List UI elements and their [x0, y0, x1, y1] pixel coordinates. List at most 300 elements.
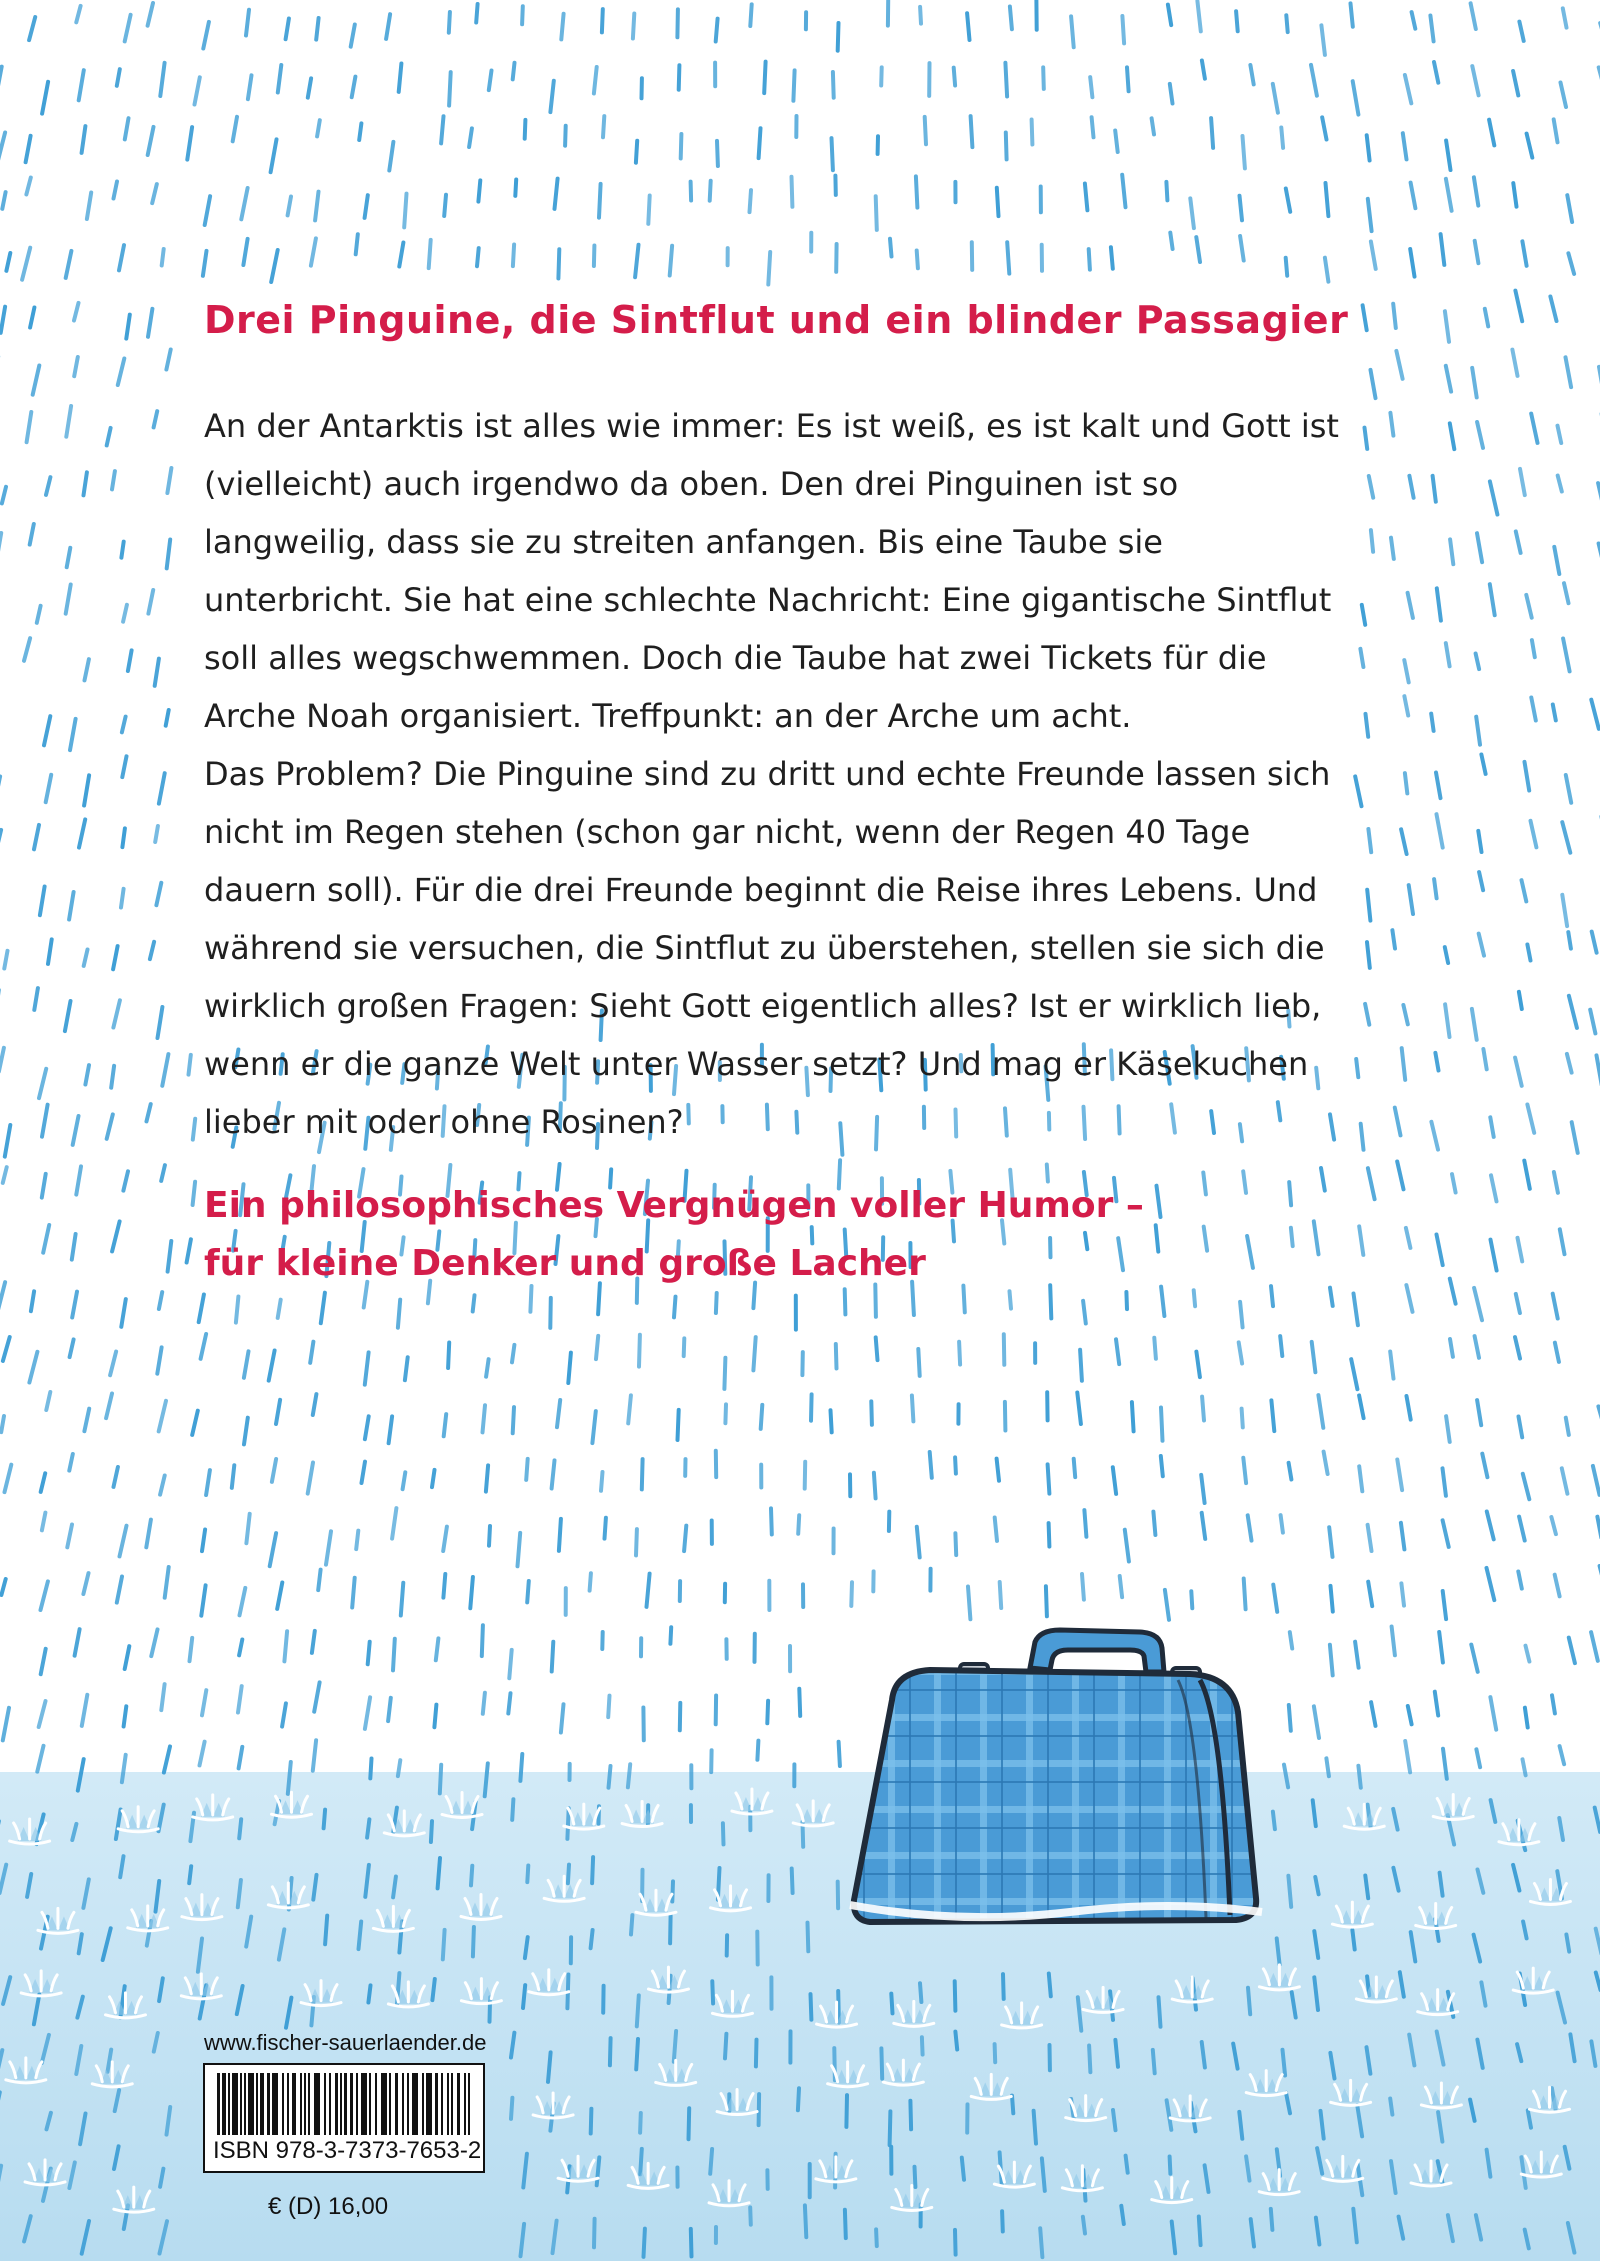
raindrop: [1412, 12, 1416, 29]
raindrop: [239, 1640, 242, 1656]
raindrop: [39, 1701, 46, 1727]
raindrop: [160, 1476, 165, 1495]
raindrop: [1527, 945, 1530, 961]
raindrop: [1043, 67, 1044, 89]
raindrop: [1248, 1988, 1250, 2015]
raindrop: [1437, 1235, 1443, 1266]
barcode-bar: [468, 2073, 470, 2135]
raindrop: [1286, 189, 1290, 212]
raindrop: [603, 116, 604, 137]
raindrop: [160, 63, 164, 96]
raindrop: [1450, 1339, 1453, 1357]
raindrop: [1368, 199, 1372, 231]
raindrop: [1523, 1474, 1530, 1499]
barcode-bar: [407, 2073, 409, 2135]
raindrop: [308, 1463, 313, 1494]
raindrop: [269, 1351, 275, 1381]
raindrop: [971, 116, 973, 147]
raindrop: [6, 253, 10, 271]
raindrop: [1250, 65, 1253, 84]
raindrop: [0, 133, 5, 163]
raindrop: [1450, 1279, 1456, 1304]
raindrop: [674, 1297, 676, 1318]
raindrop: [1445, 311, 1449, 342]
raindrop: [157, 1347, 161, 1373]
raindrop: [759, 2094, 760, 2125]
raindrop: [87, 193, 91, 220]
raindrop: [1443, 1468, 1446, 1496]
raindrop: [1591, 1632, 1598, 1661]
raindrop: [1561, 83, 1567, 108]
raindrop: [470, 1577, 473, 1608]
raindrop: [750, 190, 752, 212]
raindrop: [759, 128, 761, 158]
raindrop: [1396, 351, 1402, 379]
raindrop: [1479, 934, 1484, 956]
raindrop: [1562, 1468, 1568, 1493]
raindrop: [1358, 1766, 1360, 1788]
raindrop: [1089, 2046, 1090, 2073]
publisher-website[interactable]: www.fischer-sauerlaender.de: [204, 2030, 487, 2055]
raindrop: [432, 1979, 434, 2000]
raindrop: [42, 82, 48, 114]
barcode-bar: [361, 2073, 367, 2135]
raindrop: [1000, 1582, 1002, 1608]
raindrop: [1240, 236, 1244, 261]
raindrop: [162, 1054, 168, 1086]
raindrop: [1354, 1294, 1358, 1326]
raindrop: [114, 1467, 118, 1487]
raindrop: [1477, 422, 1483, 448]
raindrop: [67, 1525, 72, 1548]
raindrop: [1281, 128, 1283, 148]
raindrop: [1569, 996, 1577, 1028]
raindrop: [1474, 1288, 1482, 1320]
raindrop: [321, 1293, 325, 1324]
raindrop: [644, 2229, 645, 2257]
raindrop: [710, 181, 711, 201]
raindrop: [393, 1639, 395, 1671]
raindrop: [599, 184, 601, 218]
raindrop: [1321, 25, 1325, 55]
raindrop: [398, 1300, 400, 1328]
raindrop: [113, 1000, 120, 1027]
raindrop: [147, 1104, 151, 1121]
raindrop: [567, 1808, 568, 1839]
raindrop: [3, 1337, 10, 1361]
raindrop: [244, 1418, 248, 1445]
raindrop: [352, 1578, 355, 1608]
barcode-bar: [426, 2073, 432, 2135]
raindrop: [1562, 895, 1567, 926]
raindrop: [1281, 1515, 1283, 1533]
raindrop: [1089, 249, 1090, 270]
raindrop: [1515, 1337, 1520, 1358]
raindrop: [1434, 879, 1437, 898]
raindrop: [1161, 1456, 1163, 1476]
raindrop: [511, 2098, 512, 2119]
raindrop: [317, 120, 320, 136]
raindrop: [240, 1588, 246, 1615]
raindrop: [637, 1995, 639, 2026]
raindrop: [473, 1295, 475, 1311]
raindrop: [154, 411, 158, 427]
raindrop: [1471, 1645, 1477, 1672]
raindrop: [1409, 476, 1413, 498]
barcode-bar: [356, 2073, 358, 2135]
raindrop: [1519, 1417, 1523, 1438]
raindrop: [1161, 1408, 1163, 1441]
raindrop: [483, 1693, 485, 1714]
raindrop: [610, 2038, 611, 2065]
raindrop: [1314, 1706, 1319, 1738]
raindrop: [1271, 2209, 1273, 2230]
raindrop: [1122, 16, 1124, 43]
raindrop: [1566, 775, 1571, 803]
raindrop: [41, 1581, 48, 1610]
raindrop: [1567, 1054, 1572, 1073]
raindrop: [513, 1407, 514, 1433]
raindrop: [239, 1747, 243, 1769]
raindrop: [1326, 1758, 1329, 1776]
raindrop: [1403, 1005, 1407, 1024]
raindrop: [1197, 1, 1200, 32]
raindrop: [123, 1171, 128, 1190]
raindrop: [393, 1877, 396, 1898]
raindrop: [1392, 930, 1395, 948]
raindrop: [34, 988, 38, 1010]
raindrop: [123, 605, 127, 622]
raindrop: [527, 1866, 528, 1883]
raindrop: [27, 412, 32, 442]
raindrop: [689, 2108, 690, 2139]
raindrop: [1597, 1055, 1600, 1085]
raindrop: [4, 951, 7, 969]
barcode-bar: [412, 2073, 418, 2135]
headline: Drei Pinguine, die Sintflut und ein blinder Passagier: [204, 298, 1349, 342]
raindrop: [201, 1334, 207, 1359]
raindrop: [82, 126, 86, 153]
raindrop: [238, 1686, 242, 1712]
raindrop: [5, 1125, 11, 1157]
raindrop: [559, 1519, 561, 1551]
raindrop: [561, 1704, 564, 1732]
barcode-bar: [304, 2073, 306, 2135]
raindrop: [1431, 1122, 1438, 1150]
raindrop: [111, 1066, 114, 1088]
raindrop: [1527, 134, 1533, 158]
raindrop: [24, 638, 30, 661]
raindrop: [1049, 1974, 1051, 1997]
raindrop: [764, 62, 765, 94]
raindrop: [881, 67, 882, 85]
raindrop: [811, 1994, 812, 2020]
raindrop: [527, 1581, 529, 1602]
raindrop: [1355, 776, 1361, 806]
raindrop: [1351, 3, 1353, 26]
raindrop: [276, 1400, 280, 1424]
raindrop: [876, 2229, 877, 2246]
raindrop: [1519, 22, 1523, 41]
raindrop: [126, 315, 130, 339]
raindrop: [26, 178, 30, 195]
raindrop: [118, 359, 125, 386]
raindrop: [602, 9, 603, 32]
raindrop: [605, 1518, 606, 1539]
raindrop: [1007, 242, 1009, 273]
raindrop: [1325, 258, 1329, 282]
raindrop: [1352, 1930, 1354, 1949]
raindrop: [122, 717, 126, 733]
raindrop: [121, 542, 123, 558]
raindrop: [1367, 890, 1370, 921]
raindrop: [838, 23, 839, 51]
raindrop: [155, 659, 159, 686]
raindrop: [1516, 531, 1521, 553]
raindrop: [1526, 1646, 1530, 1662]
raindrop: [43, 1225, 49, 1253]
raindrop: [1566, 1418, 1569, 1435]
raindrop: [1481, 755, 1485, 774]
raindrop: [845, 1289, 846, 1314]
raindrop: [1390, 413, 1393, 436]
raindrop: [871, 1401, 872, 1424]
raindrop: [1552, 1695, 1555, 1713]
raindrop: [1482, 1454, 1487, 1478]
raindrop: [670, 1916, 671, 1944]
raindrop: [277, 1583, 282, 1609]
raindrop: [1116, 1339, 1119, 1364]
raindrop: [916, 176, 918, 207]
raindrop: [1490, 1697, 1496, 1730]
raindrop: [915, 2167, 916, 2187]
raindrop: [1211, 118, 1213, 148]
raindrop: [1433, 476, 1436, 502]
raindrop: [271, 250, 278, 282]
raindrop: [1083, 2217, 1085, 2234]
raindrop: [955, 1981, 956, 2011]
raindrop: [512, 1799, 513, 1820]
raindrop: [239, 1819, 241, 1838]
raindrop: [1371, 370, 1376, 398]
raindrop: [876, 1337, 878, 1360]
raindrop: [1201, 1475, 1204, 1503]
raindrop: [1326, 183, 1329, 216]
raindrop: [1560, 1746, 1565, 1764]
raindrop: [278, 65, 282, 93]
raindrop: [1005, 63, 1007, 97]
raindrop: [1445, 1004, 1449, 1037]
raindrop: [1435, 1692, 1438, 1716]
raindrop: [398, 1760, 400, 1776]
barcode-bar: [256, 2073, 258, 2135]
raindrop: [808, 1923, 809, 1952]
raindrop: [5, 1465, 12, 1492]
raindrop: [311, 238, 316, 265]
raindrop: [710, 2149, 712, 2174]
raindrop: [1405, 1741, 1410, 1772]
raindrop: [246, 1514, 249, 1543]
raindrop: [1551, 1517, 1556, 1534]
raindrop: [403, 1472, 406, 1489]
raindrop: [679, 65, 680, 89]
barcode-bar: [335, 2073, 338, 2135]
raindrop: [39, 1069, 46, 1098]
raindrop: [324, 1810, 326, 1829]
raindrop: [1562, 822, 1570, 853]
raindrop: [678, 1410, 679, 1440]
raindrop: [684, 1338, 685, 1356]
raindrop: [148, 309, 152, 337]
raindrop: [1476, 654, 1480, 670]
raindrop: [84, 472, 87, 495]
raindrop: [1531, 698, 1536, 721]
raindrop: [167, 468, 171, 493]
raindrop: [367, 1819, 369, 1837]
raindrop: [1563, 8, 1567, 27]
raindrop: [846, 2095, 847, 2127]
raindrop: [910, 2101, 911, 2130]
raindrop: [968, 1587, 970, 1620]
raindrop: [1115, 131, 1118, 153]
raindrop: [165, 1567, 169, 1598]
raindrop: [918, 1349, 919, 1376]
raindrop: [550, 1298, 551, 1328]
raindrop: [389, 1416, 393, 1443]
raindrop: [66, 585, 71, 614]
raindrop: [308, 78, 311, 97]
raindrop: [1280, 1336, 1282, 1356]
raindrop: [106, 1394, 112, 1419]
raindrop: [1365, 428, 1368, 449]
raindrop: [1153, 1512, 1155, 1535]
raindrop: [1550, 297, 1556, 322]
raindrop: [3, 1708, 9, 1741]
raindrop: [271, 139, 277, 172]
raindrop: [1405, 75, 1411, 103]
raindrop: [558, 249, 559, 278]
raindrop: [1407, 1396, 1411, 1420]
raindrop: [159, 1292, 162, 1309]
raindrop: [365, 1697, 370, 1729]
raindrop: [811, 1394, 812, 1420]
raindrop: [995, 1518, 997, 1541]
raindrop: [955, 1533, 956, 1555]
raindrop: [1408, 1706, 1412, 1724]
raindrop: [107, 428, 111, 446]
raindrop: [1362, 605, 1365, 625]
barcode-bar: [340, 2073, 342, 2135]
raindrop: [122, 828, 125, 847]
raindrop: [33, 366, 40, 395]
raindrop: [681, 134, 682, 159]
raindrop: [206, 1470, 210, 1495]
raindrop: [955, 1457, 956, 1473]
barcode-bar: [447, 2073, 449, 2135]
raindrop: [48, 939, 52, 964]
raindrop: [31, 1291, 34, 1311]
raindrop: [148, 127, 154, 155]
raindrop: [356, 234, 358, 254]
raindrop: [1125, 1530, 1129, 1562]
raindrop: [1048, 1464, 1050, 1493]
raindrop: [1080, 1350, 1082, 1381]
raindrop: [798, 2088, 799, 2110]
raindrop: [917, 251, 918, 269]
raindrop: [1152, 118, 1154, 134]
raindrop: [1525, 1708, 1528, 1728]
raindrop: [1531, 821, 1537, 848]
raindrop: [955, 2230, 956, 2255]
raindrop: [1273, 1585, 1277, 1612]
raindrop: [1483, 1049, 1486, 1069]
suitcase-handle: [1030, 1630, 1164, 1672]
raindrop: [232, 1465, 235, 1488]
raindrop: [925, 117, 926, 144]
raindrop: [441, 116, 443, 143]
raindrop: [286, 19, 289, 40]
raindrop: [1115, 2040, 1118, 2067]
raindrop: [890, 239, 892, 257]
raindrop: [1365, 1004, 1369, 1025]
raindrop: [523, 1985, 525, 2008]
raindrop: [282, 1703, 286, 1726]
raindrop: [84, 1409, 89, 1432]
barcode-bar: [248, 2073, 254, 2135]
raindrop: [83, 1573, 88, 1594]
raindrop: [29, 1352, 37, 1383]
blurb-paragraph: An der Antarktis ist alles wie immer: Es ist weiß, es ist kalt und Gott ist (vielleicht) auch irgendwo da oben. Den drei Pinguinen ist so langweilig, dass sie zu streiten anfangen. Bis eine Taube sie unterbricht. Sie hat eine schlechte Nachricht: Eine gigantische Sintflut soll alles wegschwemmen. Doch die Taube hat zwei Tickets für die Arche Noah organisiert. Treffpunkt: an der Arche um acht.: [204, 407, 1339, 735]
barcode: [203, 2063, 485, 2173]
raindrop: [1202, 61, 1205, 79]
raindrop: [241, 188, 247, 219]
barcode-bar: [314, 2073, 320, 2135]
raindrop: [1446, 141, 1450, 171]
raindrop: [1289, 1705, 1291, 1731]
blurb-paragraph: Das Problem? Die Pinguine sind zu dritt und echte Freunde lassen sich nicht im Regen stehen (schon gar nicht, wenn der Regen 40 Tage dauern soll). Für die drei Freunde beginnt die Reise ihres Lebens. Und während sie versuchen, die Sintflut zu überstehen, stellen sie sich die wirklich großen Fragen: Sieht Gott eigentlich alles? Ist er wirklich lieb, wenn er die ganze Welt unter Wasser setzt? Und mag er Käsekuchen lieber mit oder ohne Rosinen?: [204, 755, 1331, 1141]
raindrop: [601, 1472, 603, 1491]
raindrop: [84, 775, 89, 805]
raindrop: [568, 1353, 571, 1383]
raindrop: [724, 1358, 725, 1389]
raindrop: [1324, 1452, 1328, 1474]
raindrop: [236, 1297, 239, 1323]
raindrop: [1443, 1520, 1449, 1547]
raindrop: [248, 75, 252, 99]
barcode-bar: [272, 2073, 278, 2135]
barcode-bar: [300, 2073, 302, 2135]
raindrop: [512, 1345, 514, 1362]
raindrop: [1434, 62, 1438, 83]
raindrop: [187, 127, 192, 160]
raindrop: [1525, 762, 1530, 791]
raindrop: [1485, 309, 1488, 327]
raindrop: [202, 1530, 205, 1552]
raindrop: [1516, 1294, 1520, 1313]
raindrop: [1489, 120, 1494, 146]
raindrop: [1322, 117, 1326, 139]
raindrop: [954, 68, 955, 86]
raindrop: [1368, 829, 1371, 852]
raindrop: [117, 1577, 122, 1603]
raindrop: [124, 1706, 127, 1726]
raindrop: [1555, 1343, 1559, 1362]
raindrop: [1366, 714, 1369, 737]
raindrop: [76, 1166, 81, 1194]
raindrop: [1475, 241, 1479, 263]
raindrop: [592, 1411, 595, 1443]
raindrop: [1371, 1702, 1375, 1726]
